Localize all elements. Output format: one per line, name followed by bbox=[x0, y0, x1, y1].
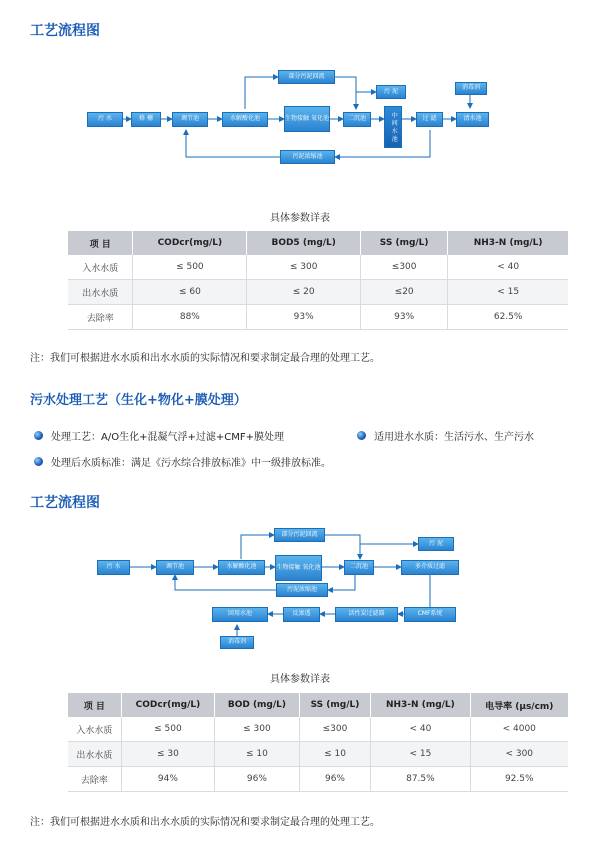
section-title-flow2: 工艺流程图 bbox=[30, 495, 100, 511]
note2: 注：我们可根据进水水质和出水水质的实际情况和要求制定最合理的处理工艺。 bbox=[30, 817, 380, 828]
flow2-sludge-return: 部分污泥回流 bbox=[274, 528, 325, 542]
flow2-hydrolysis: 水解酸化池 bbox=[218, 560, 265, 575]
flow2-multi-filter: 多介质过滤 bbox=[401, 560, 459, 575]
flow2-sewage: 污 水 bbox=[97, 560, 130, 575]
flow1-sludge: 污 泥 bbox=[376, 85, 406, 99]
flow1-bio-contact: 生物接触 氧化池 bbox=[284, 106, 330, 132]
flow1-disinfectant: 消毒剂 bbox=[455, 82, 487, 95]
section-title-flow1: 工艺流程图 bbox=[30, 23, 100, 39]
flow1-intermediate: 中 间 水 池 bbox=[384, 106, 402, 148]
bullet-applicable-text: 适用进水水质：生活污水、生产污水 bbox=[374, 432, 534, 443]
table-cell: < 300 bbox=[470, 742, 568, 767]
table-cell: ≤ 30 bbox=[121, 742, 214, 767]
flow1-filter: 过 滤 bbox=[416, 112, 443, 127]
flow2-equalize: 调节池 bbox=[156, 560, 194, 575]
flow2-sludge-out: 污 泥 bbox=[418, 537, 454, 551]
table-cell: ≤ 60 bbox=[133, 280, 247, 305]
flow2-ro: 反渗透 bbox=[283, 607, 320, 622]
flow1-hydrolysis: 水解酸化池 bbox=[222, 112, 268, 127]
flow1-secondary: 二沉池 bbox=[343, 112, 371, 127]
table-cell: 出水水质 bbox=[68, 742, 121, 767]
table-cell: ≤ 20 bbox=[247, 280, 361, 305]
table-cell: < 4000 bbox=[470, 717, 568, 742]
note1: 注：我们可根据进水水质和出水水质的实际情况和要求制定最合理的处理工艺。 bbox=[30, 353, 380, 364]
table-cell: 62.5% bbox=[448, 305, 568, 330]
flow2-reuse: 回用水池 bbox=[212, 607, 268, 622]
table2-header-row bbox=[68, 693, 568, 717]
bullet-process-text: 处理工艺：A/O生化+混凝气浮+过滤+CMF+膜处理 bbox=[51, 432, 284, 443]
table-cell: ≤ 300 bbox=[215, 717, 300, 742]
section-title-process: 污水处理工艺（生化+物化+膜处理） bbox=[30, 393, 247, 408]
flow2-cmf: CMF系统 bbox=[404, 607, 456, 622]
table-cell: 87.5% bbox=[371, 767, 470, 792]
table1-header: CODcr(mg/L) bbox=[133, 231, 247, 255]
table-cell: < 40 bbox=[448, 255, 568, 280]
table-cell: 入水水质 bbox=[68, 717, 121, 742]
flow1-sludge-thicken: 污泥浓缩池 bbox=[280, 150, 335, 164]
bullet-standard-text: 处理后水质标准：满足《污水综合排放标准》中一级排放标准。 bbox=[51, 458, 331, 469]
table2-header: NH3-N (mg/L) bbox=[371, 693, 470, 717]
table1-header: 项 目 bbox=[68, 231, 133, 255]
table-cell: ≤300 bbox=[361, 255, 448, 280]
table-cell: 去除率 bbox=[68, 767, 121, 792]
table-cell: ≤ 300 bbox=[247, 255, 361, 280]
flow1-sewage: 污 水 bbox=[87, 112, 123, 127]
table2-header: SS (mg/L) bbox=[299, 693, 371, 717]
flow1-screen: 格 栅 bbox=[131, 112, 161, 127]
flow2-carbon: 活性炭过滤器 bbox=[335, 607, 398, 622]
table2 bbox=[68, 693, 568, 792]
table-row bbox=[68, 742, 568, 767]
flow1-sludge-return: 部分污泥回流 bbox=[278, 70, 335, 84]
table-cell: ≤300 bbox=[299, 717, 371, 742]
flow2-bio-contact: 生物接触 氧化池 bbox=[275, 555, 322, 581]
table-cell: ≤ 10 bbox=[299, 742, 371, 767]
table-cell: < 15 bbox=[448, 280, 568, 305]
table-cell: 94% bbox=[121, 767, 214, 792]
table-cell: < 15 bbox=[371, 742, 470, 767]
table-cell: 入水水质 bbox=[68, 255, 133, 280]
table2-header: BOD (mg/L) bbox=[215, 693, 300, 717]
table1-header: SS (mg/L) bbox=[361, 231, 448, 255]
table-row bbox=[68, 767, 568, 792]
table-cell: 93% bbox=[361, 305, 448, 330]
table-cell: < 40 bbox=[371, 717, 470, 742]
table2-header: CODcr(mg/L) bbox=[121, 693, 214, 717]
table2-header: 电导率 (μs/cm) bbox=[470, 693, 568, 717]
flow2-secondary: 二沉池 bbox=[344, 560, 374, 575]
flow1-equalize: 调节池 bbox=[172, 112, 208, 127]
table2-header: 项 目 bbox=[68, 693, 121, 717]
table-cell: 去除率 bbox=[68, 305, 133, 330]
table-cell: 93% bbox=[247, 305, 361, 330]
flow2-sludge-thicken: 污泥浓缩池 bbox=[276, 583, 328, 597]
table-cell: 96% bbox=[215, 767, 300, 792]
table1-title: 具体参数详表 bbox=[270, 213, 330, 224]
table-cell: 出水水质 bbox=[68, 280, 133, 305]
table1-header: BOD5 (mg/L) bbox=[247, 231, 361, 255]
table-cell: ≤20 bbox=[361, 280, 448, 305]
table1-header: NH3-N (mg/L) bbox=[448, 231, 568, 255]
table-cell: ≤ 500 bbox=[133, 255, 247, 280]
table-row bbox=[68, 717, 568, 742]
table-cell: ≤ 500 bbox=[121, 717, 214, 742]
table-cell: 88% bbox=[133, 305, 247, 330]
table-cell: 92.5% bbox=[470, 767, 568, 792]
flow2-disinfectant: 消毒剂 bbox=[220, 636, 254, 649]
table2-title: 具体参数详表 bbox=[270, 674, 330, 685]
flow1-clear-water: 清水池 bbox=[456, 112, 489, 127]
table-cell: ≤ 10 bbox=[215, 742, 300, 767]
table-cell: 96% bbox=[299, 767, 371, 792]
